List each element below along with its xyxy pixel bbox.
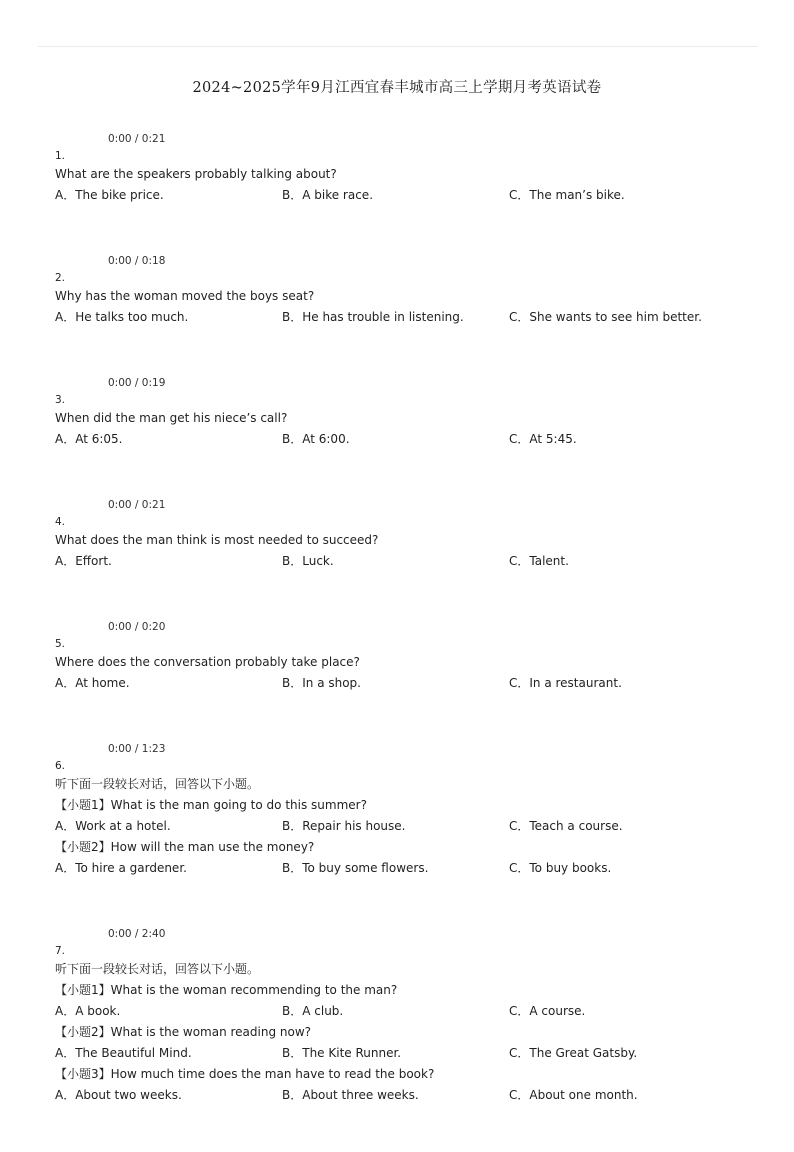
question-text: 【小题1】What is the man going to do this summer? xyxy=(55,798,367,812)
audio-player-time[interactable]: 0:00 / 0:18 xyxy=(108,255,166,267)
question-number: 4. xyxy=(55,516,66,528)
audio-player-time[interactable]: 0:00 / 0:21 xyxy=(108,499,166,511)
answer-option: B．Repair his house. xyxy=(282,819,406,833)
question-text: 【小题1】What is the woman recommending to the man? xyxy=(55,983,398,997)
answer-option: A．Effort. xyxy=(55,554,112,568)
question-text: What are the speakers probably talking about? xyxy=(55,167,337,181)
answer-option: B．To buy some flowers. xyxy=(282,861,429,875)
question-number: 3. xyxy=(55,394,66,406)
options-row xyxy=(55,307,755,328)
question-text: Where does the conversation probably take place? xyxy=(55,655,360,669)
answer-option: C．A course. xyxy=(509,1004,586,1018)
question-number: 1. xyxy=(55,150,66,162)
answer-option: A．He talks too much. xyxy=(55,310,189,324)
answer-option: A．At home. xyxy=(55,676,130,690)
question-text: 听下面一段较长对话，回答以下小题。 xyxy=(55,777,260,791)
answer-option: A．A book. xyxy=(55,1004,121,1018)
options-row xyxy=(55,551,755,572)
options-row xyxy=(55,816,755,837)
answer-option: B．A bike race. xyxy=(282,188,374,202)
answer-option: A．At 6:05. xyxy=(55,432,123,446)
question-block xyxy=(55,740,755,879)
question-text: 听下面一段较长对话，回答以下小题。 xyxy=(55,962,260,976)
audio-player-time[interactable]: 0:00 / 0:19 xyxy=(108,377,166,389)
answer-option: A．About two weeks. xyxy=(55,1088,182,1102)
answer-option: B．Luck. xyxy=(282,554,334,568)
answer-option: B．The Kite Runner. xyxy=(282,1046,402,1060)
question-text: What does the man think is most needed to succeed? xyxy=(55,533,379,547)
question-number: 5. xyxy=(55,638,66,650)
question-number: 2. xyxy=(55,272,66,284)
options-row xyxy=(55,429,755,450)
question-block xyxy=(55,496,755,572)
question-list xyxy=(55,130,755,1152)
question-text: When did the man get his niece’s call? xyxy=(55,411,288,425)
answer-option: C．She wants to see him better. xyxy=(509,310,702,324)
audio-player-time[interactable]: 0:00 / 0:20 xyxy=(108,621,166,633)
answer-option: A．The bike price. xyxy=(55,188,164,202)
answer-option: B．He has trouble in listening. xyxy=(282,310,464,324)
options-row xyxy=(55,1001,755,1022)
question-number: 6. xyxy=(55,760,66,772)
question-text: 【小题3】How much time does the man have to read the book? xyxy=(55,1067,435,1081)
answer-option: C．To buy books. xyxy=(509,861,612,875)
answer-option: C．About one month. xyxy=(509,1088,638,1102)
question-block xyxy=(55,925,755,1106)
answer-option: C．Talent. xyxy=(509,554,569,568)
question-block xyxy=(55,618,755,694)
audio-player-time[interactable]: 0:00 / 2:40 xyxy=(108,928,166,940)
header-divider xyxy=(38,46,758,47)
answer-option: B．A club. xyxy=(282,1004,344,1018)
answer-option: B．At 6:00. xyxy=(282,432,350,446)
options-row xyxy=(55,1085,755,1106)
options-row xyxy=(55,1043,755,1064)
answer-option: A．Work at a hotel. xyxy=(55,819,171,833)
page-title: 2024~2025学年9月江西宜春丰城市高三上学期月考英语试卷 xyxy=(192,80,602,96)
options-row xyxy=(55,673,755,694)
audio-player-time[interactable]: 0:00 / 1:23 xyxy=(108,743,166,755)
answer-option: C．Teach a course. xyxy=(509,819,623,833)
question-text: 【小题2】How will the man use the money? xyxy=(55,840,315,854)
answer-option: C．The man’s bike. xyxy=(509,188,625,202)
audio-player-time[interactable]: 0:00 / 0:21 xyxy=(108,133,166,145)
question-number: 7. xyxy=(55,945,66,957)
options-row xyxy=(55,858,755,879)
answer-option: A．The Beautiful Mind. xyxy=(55,1046,192,1060)
question-text: Why has the woman moved the boys seat? xyxy=(55,289,315,303)
question-block xyxy=(55,252,755,328)
question-block xyxy=(55,130,755,206)
question-block xyxy=(55,374,755,450)
answer-option: B．In a shop. xyxy=(282,676,361,690)
answer-option: C．At 5:45. xyxy=(509,432,577,446)
options-row xyxy=(55,185,755,206)
answer-option: A．To hire a gardener. xyxy=(55,861,187,875)
answer-option: B．About three weeks. xyxy=(282,1088,419,1102)
question-text: 【小题2】What is the woman reading now? xyxy=(55,1025,312,1039)
answer-option: C．In a restaurant. xyxy=(509,676,622,690)
answer-option: C．The Great Gatsby. xyxy=(509,1046,638,1060)
